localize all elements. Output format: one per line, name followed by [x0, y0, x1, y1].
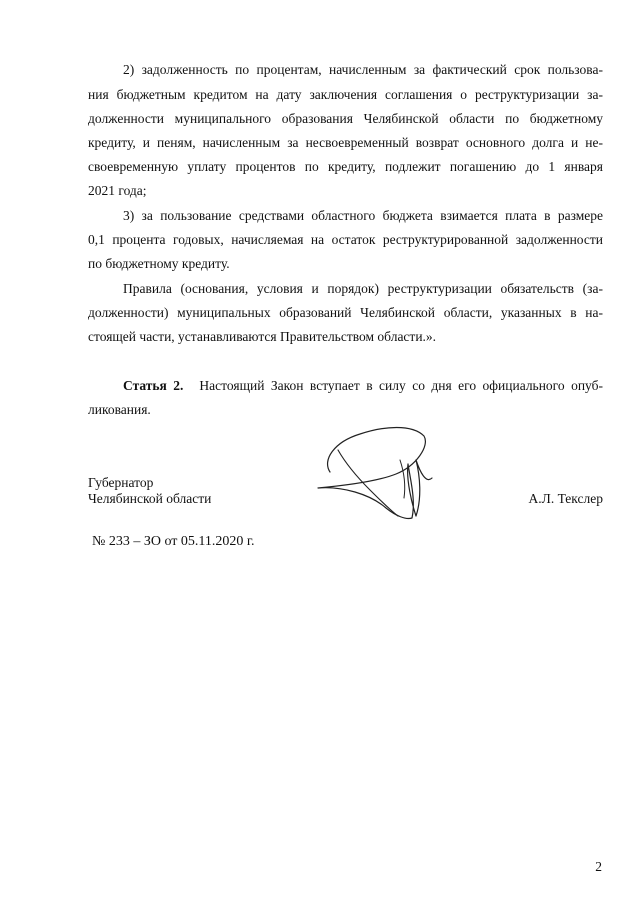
governor-name: А.Л. Текслер [528, 491, 603, 506]
rules-paragraph-line-1: Правила (основания, условия и порядок) реструктуризации обязательств (за- [123, 281, 603, 296]
paragraph-2-line-3: долженности муниципального образования Челябинской области по бюджетному [88, 111, 603, 126]
article-2-text: Настоящий Закон вступает в силу со дня его официального опуб- [199, 378, 603, 393]
article-2-line-2: ликования. [88, 402, 151, 417]
paragraph-2-line-5: своевременную уплату процентов по кредиту, подлежит погашению до 1 января [88, 159, 603, 174]
governor-title: Губернатор [88, 475, 154, 490]
paragraph-2-line-1: 2) задолженность по процентам, начисленным за фактический срок пользова- [123, 62, 603, 77]
paragraph-2-line-6: 2021 года; [88, 183, 147, 198]
paragraph-3-line-2: 0,1 процента годовых, начисляемая на остаток реструктурированной задолженности [88, 232, 603, 247]
page-number: 2 [595, 859, 602, 874]
paragraph-2-line-2: ния бюджетным кредитом на дату заключения соглашения о реструктуризации за- [88, 87, 603, 102]
paragraph-3-line-3: по бюджетному кредиту. [88, 256, 230, 271]
paragraph-3-line-1: 3) за пользование средствами областного бюджета взимается плата в размере [123, 208, 603, 223]
handwritten-signature [312, 420, 452, 525]
paragraph-2-line-4: кредиту, и пеням, начисленным за несвоевременный возврат основного долга и не- [88, 135, 603, 150]
rules-paragraph-line-2: долженности) муниципальных образований Челябинской области, указанных в на- [88, 305, 603, 320]
article-2-line-1 [123, 377, 603, 395]
rules-paragraph-line-3: стоящей части, устанавливаются Правительством области.». [88, 329, 437, 344]
law-number-and-date: № 233 – ЗО от 05.11.2020 г. [92, 534, 255, 549]
region-title: Челябинской области [88, 491, 212, 506]
article-2-label: Статья 2. [123, 378, 184, 393]
